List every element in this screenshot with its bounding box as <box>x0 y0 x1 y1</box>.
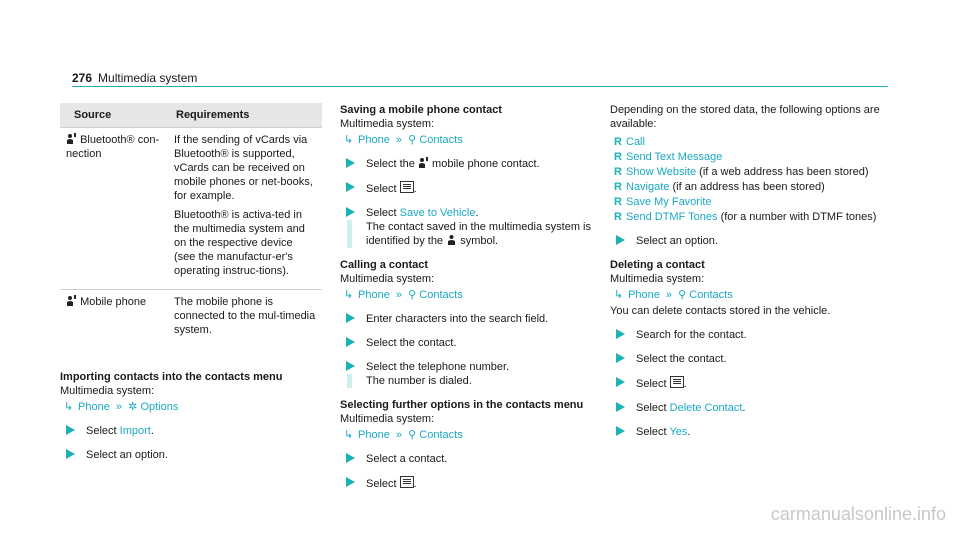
path-contacts[interactable]: Contacts <box>689 289 733 301</box>
option-send-text[interactable]: Send Text Message <box>626 151 723 163</box>
step-bullet-icon <box>346 313 355 323</box>
step-bullet-icon <box>616 329 625 339</box>
option-show-website[interactable]: Show Website <box>626 166 697 178</box>
column-middle <box>340 103 598 491</box>
path-arrow-icon: ↳ <box>344 289 354 301</box>
section-intro: Multimedia system: <box>340 273 435 285</box>
delete-contact-link[interactable]: Delete Contact <box>669 402 743 414</box>
menu-path <box>60 400 322 414</box>
step: Select an option. <box>60 448 322 462</box>
chevron-double-icon: » <box>112 401 126 413</box>
step: Select the telephone number. The number is dialed. <box>340 360 598 388</box>
step-bullet-icon <box>66 425 75 435</box>
path-phone[interactable]: Phone <box>628 289 660 301</box>
bullet-icon: R <box>614 196 622 208</box>
step: Search for the contact. <box>610 328 880 342</box>
step: Select Import. <box>60 424 322 438</box>
path-contacts[interactable]: Contacts <box>419 429 463 441</box>
path-arrow-icon: ↳ <box>344 134 354 146</box>
menu-icon <box>400 476 414 488</box>
person-phone-icon <box>66 295 77 306</box>
section-intro: Multimedia system: <box>340 118 435 130</box>
step-bullet-icon <box>66 449 75 459</box>
chevron-double-icon: » <box>392 429 406 441</box>
options-list <box>610 135 880 224</box>
table-row <box>60 128 322 290</box>
option-navigate[interactable]: Navigate <box>626 181 670 193</box>
path-phone[interactable]: Phone <box>358 134 390 146</box>
page-number: 276 <box>72 71 93 85</box>
person-icon <box>446 234 457 245</box>
header-divider <box>72 86 888 87</box>
step-bullet-icon <box>346 207 355 217</box>
source-bluetooth: Bluetooth® con-nection <box>66 134 160 160</box>
watermark: carmanualsonline.info <box>770 504 946 524</box>
step-bullet-icon <box>346 158 355 168</box>
section-heading: Importing contacts into the contacts menu <box>60 371 283 383</box>
requirement-text: If the sending of vCards via Bluetooth® is supported, vCards can be received on mobile phones or net-books, for example. <box>174 134 313 202</box>
search-icon: ⚲ <box>678 289 687 301</box>
step-bullet-icon <box>616 235 625 245</box>
path-arrow-icon: ↳ <box>614 289 624 301</box>
list-item <box>610 150 880 164</box>
step: Select an option. <box>610 234 880 248</box>
bullet-icon: R <box>614 181 622 193</box>
step-bullet-icon <box>616 402 625 412</box>
chevron-double-icon: » <box>392 289 406 301</box>
path-phone[interactable]: Phone <box>78 401 110 413</box>
search-icon: ⚲ <box>408 134 417 146</box>
bullet-icon: R <box>614 166 622 178</box>
section-heading: Calling a contact <box>340 259 429 271</box>
table-row <box>60 290 322 349</box>
option-send-dtmf[interactable]: Send DTMF Tones <box>626 211 718 223</box>
step: Select the mobile phone contact. <box>340 157 598 171</box>
step-bullet-icon <box>346 453 355 463</box>
chevron-double-icon: » <box>392 134 406 146</box>
options-intro: Depending on the stored data, the following options are available: <box>610 104 880 130</box>
table-header-source: Source <box>60 103 168 128</box>
column-left <box>60 103 322 462</box>
step-bullet-icon <box>346 361 355 371</box>
section-heading: Deleting a contact <box>610 259 705 271</box>
option-save-favorite[interactable]: Save My Favorite <box>626 196 712 208</box>
menu-icon <box>400 181 414 193</box>
section-description: You can delete contacts stored in the vehicle. <box>610 305 831 317</box>
section-intro: Multimedia system: <box>60 385 155 397</box>
search-icon: ⚲ <box>408 429 417 441</box>
save-to-vehicle-link[interactable]: Save to Vehicle <box>399 207 476 219</box>
step: Select the contact. <box>610 352 880 366</box>
option-call[interactable]: Call <box>626 136 645 148</box>
step-bullet-icon <box>346 182 355 192</box>
yes-link[interactable]: Yes <box>669 426 688 438</box>
menu-path <box>340 133 598 147</box>
section-importing <box>60 370 322 462</box>
table-header-requirements: Requirements <box>168 103 322 128</box>
options-icon: ✲ <box>128 401 138 413</box>
path-contacts[interactable]: Contacts <box>419 289 463 301</box>
person-phone-icon <box>418 157 429 168</box>
source-requirements-table <box>60 103 322 348</box>
step: Select . <box>340 476 598 491</box>
step-bullet-icon <box>346 477 355 487</box>
path-arrow-icon: ↳ <box>64 401 74 413</box>
import-link[interactable]: Import <box>119 425 151 437</box>
step: Select Save to Vehicle. The contact saved in the multimedia system is identified by the symbol. <box>340 206 598 248</box>
chevron-double-icon: » <box>662 289 676 301</box>
step-bullet-icon <box>346 337 355 347</box>
list-item <box>610 195 880 209</box>
list-item: R Navigate (if an address has been stored) <box>614 181 825 193</box>
section-intro: Multimedia system: <box>340 413 435 425</box>
page-header <box>72 71 197 85</box>
path-phone[interactable]: Phone <box>358 289 390 301</box>
path-contacts[interactable]: Contacts <box>419 134 463 146</box>
path-options[interactable]: Options <box>140 401 179 413</box>
page-section-title: Multimedia system <box>98 71 198 85</box>
step-bullet-icon <box>616 377 625 387</box>
step-bullet-icon <box>616 353 625 363</box>
list-item <box>610 135 880 149</box>
step: Enter characters into the search field. <box>340 312 598 326</box>
menu-path <box>610 288 880 302</box>
list-item: R Send DTMF Tones (for a number with DTMF tones) <box>614 211 877 223</box>
step: Select a contact. <box>340 452 598 466</box>
step-bullet-icon <box>616 426 625 436</box>
step: Select Yes. <box>610 425 880 439</box>
path-phone[interactable]: Phone <box>358 429 390 441</box>
requirement-text: Bluetooth® is activa-ted in the multimedia system and on the respective device (see the manufactur-er's operating instruc-tions). <box>174 209 305 277</box>
section-intro: Multimedia system: <box>610 273 705 285</box>
list-item: R Show Website (if a web address has been stored) <box>614 166 869 178</box>
search-icon: ⚲ <box>408 289 417 301</box>
source-mobile-phone: Mobile phone <box>80 296 147 308</box>
menu-path <box>340 428 598 442</box>
step: Select the contact. <box>340 336 598 350</box>
step: Select . <box>340 181 598 196</box>
person-phone-icon <box>66 133 77 144</box>
step: Select . <box>610 376 880 391</box>
bullet-icon: R <box>614 151 622 163</box>
column-right <box>610 103 880 439</box>
section-heading: Saving a mobile phone contact <box>340 104 502 116</box>
requirement-text: The mobile phone is connected to the mul-timedia system. <box>174 296 316 336</box>
step: Select Delete Contact. <box>610 401 880 415</box>
section-heading: Selecting further options in the contacts menu <box>340 399 584 411</box>
bullet-icon: R <box>614 136 622 148</box>
menu-icon <box>670 376 684 388</box>
bullet-icon: R <box>614 211 622 223</box>
menu-path <box>340 288 598 302</box>
path-arrow-icon: ↳ <box>344 429 354 441</box>
